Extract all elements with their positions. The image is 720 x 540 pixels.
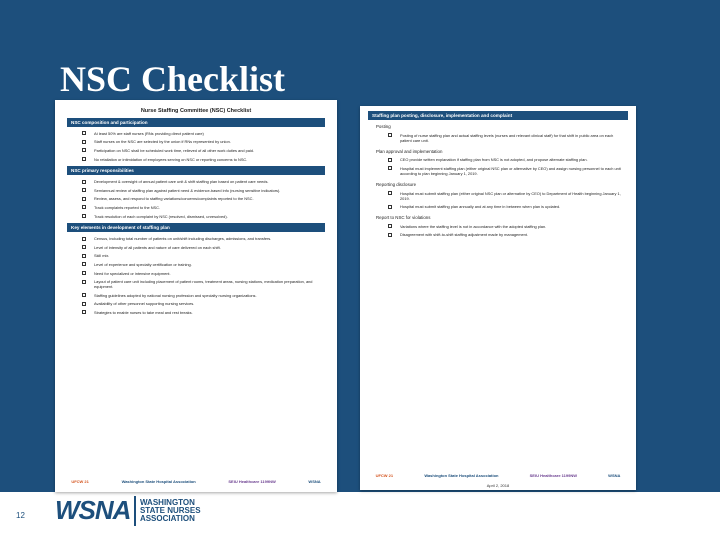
group-label: Report to NSC for violations (376, 214, 431, 220)
wsna-logo-text (140, 499, 201, 523)
checklist-item (82, 234, 325, 243)
checklist-item-text: Level of intensity of all patients and nature of care delivered on each shift. (94, 244, 221, 250)
checklist-item-text: At least 50% are staff nurses (RNs providing direct patient care) (94, 130, 204, 136)
checklist-item (82, 212, 325, 221)
checklist-item-text: Hospital must submit staffing plan (either original NSC plan or alternative by CEO) to Department of Health beginning January 1, 2019. (400, 190, 621, 201)
checklist-item-text: Staff nurses on the NSC are selected by the union if RNs represented by union. (94, 139, 231, 145)
checkbox[interactable] (82, 197, 86, 201)
checkbox[interactable] (82, 245, 86, 249)
checklist-item-text: Disagreement with shift-to-shift staffing adjustment made by management. (400, 232, 528, 238)
checkbox[interactable] (82, 254, 86, 258)
checklist-item (82, 129, 325, 138)
section-heading: NSC composition and participation (67, 118, 325, 127)
checklist-item-text: Strategies to enable nurses to take meal and rest breaks. (94, 309, 193, 315)
checklist-page-left (55, 100, 337, 492)
checklist-item-text: CEO provide written explanation if staffing plan from NSC is not adopted, and propose alternate staffing plan. (400, 157, 588, 163)
checkbox[interactable] (388, 233, 392, 237)
slide-page-number: 12 (16, 511, 25, 520)
partner-logos (55, 479, 337, 484)
logo-divider (134, 496, 136, 526)
checklist-item-text: Staffing guidelines adopted by national nursing profession and specialty nursing organizations. (94, 292, 257, 298)
checkbox[interactable] (388, 205, 392, 209)
checklist-item (82, 308, 325, 317)
partner-logo: Washington State Hospital Association (121, 479, 196, 484)
checklist-item-text: Availability of other personnel supporting nursing services. (94, 301, 195, 307)
partner-logo: WSNA (308, 479, 321, 484)
checklist-item (82, 203, 325, 212)
partner-logo: SEIU Healthcare 1199NW (529, 473, 577, 478)
checklist-item-text: Posting of nurse staffing plan and actual staffing levels (nurses and relevant clinical staff) for that shift in public area on each patient care unit. (400, 132, 614, 143)
checklist-item-text: No retaliation or intimidation of employees serving on NSC or reporting concerns to NSC. (94, 156, 248, 162)
checklist-item (388, 156, 624, 165)
checklist-item (82, 277, 325, 291)
checklist-item (82, 177, 325, 186)
checkbox[interactable] (388, 191, 392, 195)
partner-logo: SEIU Healthcare 1199NW (228, 479, 276, 484)
checkbox[interactable] (388, 133, 392, 137)
checklist-item-text: Semiannual review of staffing plan against patient need & evidence-based info (nursing sensitive indicators). (94, 187, 281, 193)
checkbox[interactable] (82, 148, 86, 152)
checklist-item-text: Need for specialized or intensive equipment. (94, 270, 171, 276)
wsna-logo-mark: WSNA (55, 495, 131, 525)
checklist-item-text: Variations where the staffing level is not in accordance with the adopted staffing plan. (400, 223, 547, 229)
checklist-item-text: Review, assess, and respond to staffing variations/concerns/complaints reported to the NSC. (94, 196, 254, 202)
section-heading: Staffing plan posting, disclosure, implementation and complaint (368, 111, 628, 120)
wsna-logo-line: WASHINGTON (139, 497, 195, 507)
checklist-item (82, 260, 325, 269)
checklist-item (82, 146, 325, 155)
checkbox[interactable] (388, 166, 392, 170)
checkbox[interactable] (82, 188, 86, 192)
group-label: Plan approval and implementation (376, 148, 443, 154)
checklist-item (82, 269, 325, 278)
checkbox[interactable] (82, 140, 86, 144)
checklist-item (82, 138, 325, 147)
checkbox[interactable] (82, 157, 86, 161)
wsna-logo-line: STATE NURSES (139, 505, 201, 515)
partner-logos (360, 473, 636, 478)
document-date: April 2, 2018 (486, 483, 510, 488)
section-heading: Key elements in development of staffing plan (67, 223, 325, 232)
checklist-item-text: Layout of patient care unit including placement of patient rooms, treatment areas, nursing stations, medication preparation, and equipment. (94, 279, 313, 290)
slide-title: NSC Checklist (60, 59, 286, 99)
checkbox[interactable] (388, 158, 392, 162)
checklist-item-text: Hospital must implement staffing plan (either original NSC plan or alternative by CEO) and assign nursing personnel to each unit according to plan beginning January 1, 2019. (400, 165, 621, 176)
section-heading: NSC primary responsibilities (67, 166, 325, 175)
checklist-item-text: Hospital must submit staffing plan annually and at any time in between when plan is updated. (400, 204, 561, 210)
checklist-item-text: Level of experience and specialty certification or training. (94, 261, 192, 267)
checkbox[interactable] (82, 180, 86, 184)
checklist-item (388, 131, 624, 145)
checkbox[interactable] (82, 237, 86, 241)
checklist-item-text: Census, including total number of patients on unit/shift including discharges, admissions, and transfers. (94, 236, 272, 242)
checklist-page-right (360, 106, 636, 490)
checklist-item-text: Track complaints reported to the NSC. (94, 204, 161, 210)
checklist-groups (360, 124, 636, 239)
partner-logo: UFCW 21 (71, 479, 89, 484)
partner-logo: UFCW 21 (375, 473, 394, 478)
checklist-item (388, 231, 624, 240)
checklist-item-text: Skill mix. (94, 253, 110, 259)
group-label: Posting (376, 124, 391, 129)
checkbox[interactable] (82, 131, 86, 135)
checkbox[interactable] (82, 205, 86, 209)
checklist-item-text: Track resolution of each complaint by NSC (resolved, dismissed, unresolved). (94, 213, 228, 219)
checkbox[interactable] (388, 224, 392, 228)
checklist-sections (55, 118, 337, 317)
checklist-item (388, 164, 624, 178)
wsna-logo (55, 495, 201, 526)
checkbox[interactable] (82, 262, 86, 266)
checkbox[interactable] (82, 293, 86, 297)
checklist-item (82, 186, 325, 195)
checklist-item-text: Development & oversight of annual patient care unit & shift staffing plan based on patient care needs. (94, 179, 269, 185)
checklist-item (388, 202, 624, 211)
checklist-item (82, 195, 325, 204)
checklist-item (82, 155, 325, 164)
checkbox[interactable] (82, 271, 86, 275)
group-label: Reporting disclosure (376, 181, 417, 187)
checkbox[interactable] (82, 214, 86, 218)
checklist-item (82, 252, 325, 261)
checkbox[interactable] (82, 280, 86, 284)
checklist-item (388, 189, 624, 203)
checkbox[interactable] (82, 310, 86, 314)
checkbox[interactable] (82, 302, 86, 306)
document-title: Nurse Staffing Committee (NSC) Checklist (140, 108, 252, 114)
partner-logo: Washington State Hospital Association (424, 473, 499, 478)
partner-logo: WSNA (608, 473, 621, 478)
checklist-item (82, 243, 325, 252)
checklist-item (82, 300, 325, 309)
wsna-logo-line: ASSOCIATION (139, 513, 195, 523)
checklist-item-text: Participation on NSC shall be scheduled work time, relieved of all other work duties and paid. (94, 147, 255, 153)
checklist-item (388, 222, 624, 231)
checklist-item (82, 291, 325, 300)
